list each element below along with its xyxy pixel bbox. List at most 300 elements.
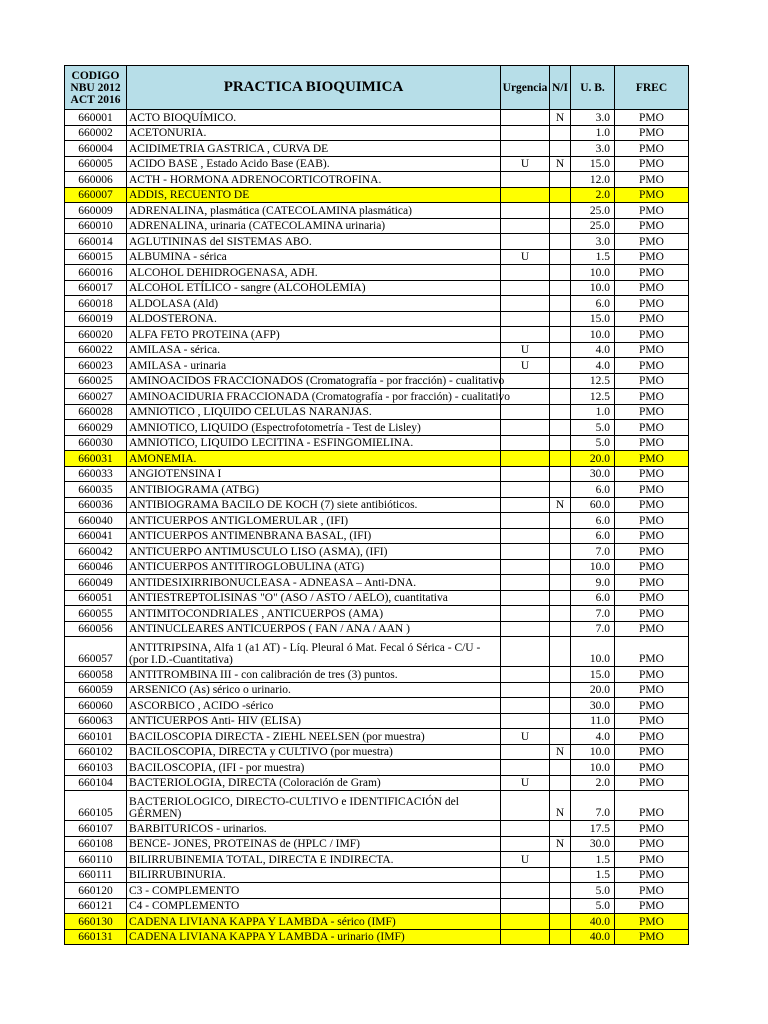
header-title: PRACTICA BIOQUIMICA xyxy=(127,66,501,110)
table-row xyxy=(65,466,689,482)
cell-description: BACTERIOLOGICO, DIRECTO-CULTIVO e IDENTIFICACIÓN del GÉRMEN) xyxy=(127,791,501,821)
cell-ub: 25.0 xyxy=(571,203,615,219)
cell-code: 660051 xyxy=(65,590,127,606)
cell-ub: 1.5 xyxy=(571,852,615,868)
cell-ni xyxy=(550,575,571,591)
cell-description: ALCOHOL DEHIDROGENASA, ADH. xyxy=(127,265,501,281)
table-row xyxy=(65,420,689,436)
cell-urgencia xyxy=(501,883,550,899)
cell-ni: N xyxy=(550,836,571,852)
cell-ub: 9.0 xyxy=(571,575,615,591)
cell-code: 660040 xyxy=(65,513,127,529)
cell-code: 660018 xyxy=(65,296,127,312)
cell-ni xyxy=(550,914,571,930)
cell-description: ADRENALINA, urinaria (CATECOLAMINA urinaria) xyxy=(127,218,501,234)
cell-urgencia xyxy=(501,373,550,389)
table-row xyxy=(65,898,689,914)
cell-code: 660027 xyxy=(65,389,127,405)
cell-description: BENCE- JONES, PROTEINAS de (HPLC / IMF) xyxy=(127,836,501,852)
cell-code: 660110 xyxy=(65,852,127,868)
cell-ub: 6.0 xyxy=(571,482,615,498)
cell-ub: 11.0 xyxy=(571,713,615,729)
cell-ub: 10.0 xyxy=(571,637,615,667)
cell-description: ACETONURIA. xyxy=(127,125,501,141)
cell-urgencia: U xyxy=(501,852,550,868)
table-row xyxy=(65,482,689,498)
cell-description: ANTIBIOGRAMA BACILO DE KOCH (7) siete antibióticos. xyxy=(127,497,501,513)
cell-code: 660059 xyxy=(65,682,127,698)
cell-ub: 6.0 xyxy=(571,590,615,606)
cell-description: BILIRRUBINEMIA TOTAL, DIRECTA E INDIRECTA. xyxy=(127,852,501,868)
cell-code: 660108 xyxy=(65,836,127,852)
cell-ni xyxy=(550,606,571,622)
cell-ni xyxy=(550,590,571,606)
cell-ub: 10.0 xyxy=(571,327,615,343)
cell-description: ANTIDESIXIRRIBONUCLEASA - ADNEASA – Anti-DNA. xyxy=(127,575,501,591)
table-row xyxy=(65,249,689,265)
table-row xyxy=(65,125,689,141)
header-code-line1: CODIGO xyxy=(71,69,120,82)
table-row xyxy=(65,667,689,683)
table-row xyxy=(65,172,689,188)
price-table-sheet xyxy=(64,65,689,945)
cell-description: AMINOACIDOS FRACCIONADOS (Cromatografía - por fracción) - cualitativo xyxy=(127,373,501,389)
cell-urgencia xyxy=(501,698,550,714)
table-row xyxy=(65,791,689,821)
cell-urgencia xyxy=(501,187,550,203)
cell-ni xyxy=(550,821,571,837)
cell-code: 660131 xyxy=(65,929,127,945)
cell-frec: PMO xyxy=(615,775,689,791)
cell-frec: PMO xyxy=(615,110,689,126)
table-row xyxy=(65,575,689,591)
cell-description: ARSENICO (As) sérico o urinario. xyxy=(127,682,501,698)
cell-frec: PMO xyxy=(615,791,689,821)
cell-ub: 30.0 xyxy=(571,836,615,852)
cell-ni xyxy=(550,898,571,914)
cell-urgencia xyxy=(501,544,550,560)
table-row xyxy=(65,621,689,637)
header-frec: FREC xyxy=(615,66,689,110)
cell-ub: 3.0 xyxy=(571,234,615,250)
cell-urgencia xyxy=(501,280,550,296)
header-urgencia: Urgencia xyxy=(501,66,550,110)
cell-frec: PMO xyxy=(615,590,689,606)
cell-ni: N xyxy=(550,791,571,821)
cell-urgencia xyxy=(501,172,550,188)
cell-frec: PMO xyxy=(615,172,689,188)
cell-description: AGLUTININAS del SISTEMAS ABO. xyxy=(127,234,501,250)
cell-ub: 30.0 xyxy=(571,466,615,482)
cell-ni xyxy=(550,667,571,683)
cell-frec: PMO xyxy=(615,698,689,714)
cell-ub: 7.0 xyxy=(571,544,615,560)
table-row xyxy=(65,883,689,899)
cell-ni xyxy=(550,466,571,482)
cell-ub: 5.0 xyxy=(571,883,615,899)
cell-ni: N xyxy=(550,156,571,172)
cell-description: ACTO BIOQUÍMICO. xyxy=(127,110,501,126)
cell-ni xyxy=(550,311,571,327)
cell-frec: PMO xyxy=(615,682,689,698)
cell-description: AMNIOTICO, LIQUIDO (Espectrofotometría - Test de Lisley) xyxy=(127,420,501,436)
cell-ni xyxy=(550,203,571,219)
table-row xyxy=(65,775,689,791)
table-row xyxy=(65,373,689,389)
table-row xyxy=(65,606,689,622)
cell-frec: PMO xyxy=(615,852,689,868)
cell-ni xyxy=(550,482,571,498)
cell-code: 660017 xyxy=(65,280,127,296)
cell-ni: N xyxy=(550,744,571,760)
cell-frec: PMO xyxy=(615,218,689,234)
cell-urgencia xyxy=(501,744,550,760)
cell-ub: 1.0 xyxy=(571,404,615,420)
cell-ni xyxy=(550,373,571,389)
cell-description: BACILOSCOPIA DIRECTA - ZIEHL NEELSEN (por muestra) xyxy=(127,729,501,745)
cell-ni xyxy=(550,389,571,405)
table-row xyxy=(65,342,689,358)
cell-frec: PMO xyxy=(615,528,689,544)
cell-frec: PMO xyxy=(615,544,689,560)
cell-ub: 12.5 xyxy=(571,389,615,405)
cell-code: 660063 xyxy=(65,713,127,729)
cell-description: ALDOLASA (Ald) xyxy=(127,296,501,312)
cell-urgencia xyxy=(501,836,550,852)
cell-urgencia xyxy=(501,590,550,606)
cell-ub: 60.0 xyxy=(571,497,615,513)
cell-frec: PMO xyxy=(615,249,689,265)
cell-code: 660111 xyxy=(65,867,127,883)
cell-code: 660015 xyxy=(65,249,127,265)
cell-code: 660031 xyxy=(65,451,127,467)
cell-urgencia xyxy=(501,482,550,498)
cell-ub: 15.0 xyxy=(571,156,615,172)
cell-ni xyxy=(550,637,571,667)
cell-code: 660020 xyxy=(65,327,127,343)
cell-ub: 1.0 xyxy=(571,125,615,141)
cell-code: 660007 xyxy=(65,187,127,203)
cell-frec: PMO xyxy=(615,575,689,591)
cell-urgencia xyxy=(501,435,550,451)
table-row xyxy=(65,821,689,837)
cell-frec: PMO xyxy=(615,836,689,852)
table-row xyxy=(65,729,689,745)
cell-ub: 3.0 xyxy=(571,110,615,126)
cell-code: 660130 xyxy=(65,914,127,930)
cell-ni xyxy=(550,265,571,281)
table-row xyxy=(65,559,689,575)
cell-urgencia: U xyxy=(501,156,550,172)
cell-urgencia xyxy=(501,621,550,637)
table-row xyxy=(65,234,689,250)
cell-frec: PMO xyxy=(615,559,689,575)
cell-frec: PMO xyxy=(615,234,689,250)
table-row xyxy=(65,358,689,374)
cell-frec: PMO xyxy=(615,373,689,389)
cell-urgencia xyxy=(501,898,550,914)
cell-ni xyxy=(550,327,571,343)
cell-description: ANTIBIOGRAMA (ATBG) xyxy=(127,482,501,498)
table-header-row xyxy=(65,66,689,110)
cell-ub: 10.0 xyxy=(571,744,615,760)
cell-ni: N xyxy=(550,110,571,126)
table-row xyxy=(65,682,689,698)
cell-description: ADDIS, RECUENTO DE xyxy=(127,187,501,203)
cell-ni xyxy=(550,528,571,544)
cell-ub: 5.0 xyxy=(571,898,615,914)
cell-urgencia xyxy=(501,667,550,683)
cell-ni xyxy=(550,342,571,358)
cell-ub: 7.0 xyxy=(571,606,615,622)
cell-ni xyxy=(550,420,571,436)
table-row xyxy=(65,852,689,868)
cell-description: BACILOSCOPIA, DIRECTA y CULTIVO (por muestra) xyxy=(127,744,501,760)
table-row xyxy=(65,327,689,343)
cell-urgencia xyxy=(501,466,550,482)
table-row xyxy=(65,590,689,606)
cell-code: 660058 xyxy=(65,667,127,683)
cell-ni xyxy=(550,852,571,868)
cell-description: AMILASA - urinaria xyxy=(127,358,501,374)
table-row xyxy=(65,544,689,560)
cell-ub: 40.0 xyxy=(571,914,615,930)
cell-ub: 40.0 xyxy=(571,929,615,945)
cell-urgencia xyxy=(501,606,550,622)
cell-code: 660041 xyxy=(65,528,127,544)
cell-frec: PMO xyxy=(615,141,689,157)
cell-frec: PMO xyxy=(615,296,689,312)
table-row xyxy=(65,296,689,312)
cell-ni xyxy=(550,698,571,714)
cell-frec: PMO xyxy=(615,280,689,296)
cell-code: 660107 xyxy=(65,821,127,837)
practice-table xyxy=(64,65,689,945)
cell-urgencia xyxy=(501,125,550,141)
cell-code: 660030 xyxy=(65,435,127,451)
table-row xyxy=(65,528,689,544)
cell-urgencia xyxy=(501,637,550,667)
cell-ub: 15.0 xyxy=(571,311,615,327)
cell-ub: 3.0 xyxy=(571,141,615,157)
cell-ni xyxy=(550,544,571,560)
cell-urgencia xyxy=(501,791,550,821)
cell-ni xyxy=(550,682,571,698)
cell-ni xyxy=(550,125,571,141)
cell-description: BACILOSCOPIA, (IFI - por muestra) xyxy=(127,760,501,776)
cell-code: 660019 xyxy=(65,311,127,327)
cell-code: 660049 xyxy=(65,575,127,591)
cell-ni xyxy=(550,404,571,420)
cell-ub: 20.0 xyxy=(571,451,615,467)
cell-description: AMNIOTICO , LIQUIDO CELULAS NARANJAS. xyxy=(127,404,501,420)
cell-urgencia: U xyxy=(501,342,550,358)
cell-ni xyxy=(550,883,571,899)
cell-ub: 2.0 xyxy=(571,775,615,791)
cell-frec: PMO xyxy=(615,420,689,436)
cell-urgencia xyxy=(501,575,550,591)
cell-frec: PMO xyxy=(615,637,689,667)
cell-ni xyxy=(550,559,571,575)
cell-description: BARBITURICOS - urinarios. xyxy=(127,821,501,837)
cell-code: 660055 xyxy=(65,606,127,622)
cell-urgencia xyxy=(501,218,550,234)
cell-urgencia xyxy=(501,327,550,343)
cell-ub: 6.0 xyxy=(571,296,615,312)
cell-ni xyxy=(550,621,571,637)
table-row xyxy=(65,513,689,529)
cell-description: BACTERIOLOGIA, DIRECTA (Coloración de Gram) xyxy=(127,775,501,791)
cell-frec: PMO xyxy=(615,821,689,837)
cell-description: ASCORBICO , ACIDO -sérico xyxy=(127,698,501,714)
table-row xyxy=(65,280,689,296)
cell-frec: PMO xyxy=(615,667,689,683)
cell-ni xyxy=(550,867,571,883)
cell-code: 660046 xyxy=(65,559,127,575)
cell-ub: 4.0 xyxy=(571,342,615,358)
cell-frec: PMO xyxy=(615,898,689,914)
cell-urgencia xyxy=(501,311,550,327)
table-row xyxy=(65,836,689,852)
cell-ub: 20.0 xyxy=(571,682,615,698)
cell-code: 660016 xyxy=(65,265,127,281)
cell-description: ANTIMITOCONDRIALES , ANTICUERPOS (AMA) xyxy=(127,606,501,622)
table-row xyxy=(65,914,689,930)
cell-ni xyxy=(550,358,571,374)
table-row xyxy=(65,265,689,281)
cell-urgencia xyxy=(501,296,550,312)
cell-frec: PMO xyxy=(615,606,689,622)
cell-description: CADENA LIVIANA KAPPA Y LAMBDA - sérico (IMF) xyxy=(127,914,501,930)
header-code-line3: ACT 2016 xyxy=(70,93,121,106)
cell-urgencia xyxy=(501,528,550,544)
cell-urgencia xyxy=(501,451,550,467)
cell-frec: PMO xyxy=(615,265,689,281)
cell-code: 660022 xyxy=(65,342,127,358)
cell-urgencia xyxy=(501,713,550,729)
cell-code: 660005 xyxy=(65,156,127,172)
cell-urgencia xyxy=(501,110,550,126)
cell-urgencia xyxy=(501,559,550,575)
cell-urgencia xyxy=(501,867,550,883)
cell-frec: PMO xyxy=(615,327,689,343)
cell-ub: 6.0 xyxy=(571,528,615,544)
cell-description: AMINOACIDURIA FRACCIONADA (Cromatografía - por fracción) - cualitativo xyxy=(127,389,501,405)
cell-code: 660029 xyxy=(65,420,127,436)
cell-code: 660104 xyxy=(65,775,127,791)
cell-frec: PMO xyxy=(615,883,689,899)
table-body xyxy=(65,110,689,945)
cell-code: 660036 xyxy=(65,497,127,513)
table-row xyxy=(65,435,689,451)
cell-code: 660105 xyxy=(65,791,127,821)
cell-ub: 6.0 xyxy=(571,513,615,529)
cell-urgencia xyxy=(501,760,550,776)
cell-urgencia xyxy=(501,497,550,513)
cell-description: ANTICUERPOS ANTITIROGLOBULINA (ATG) xyxy=(127,559,501,575)
cell-code: 660002 xyxy=(65,125,127,141)
table-row xyxy=(65,110,689,126)
cell-code: 660056 xyxy=(65,621,127,637)
cell-frec: PMO xyxy=(615,404,689,420)
cell-urgencia: U xyxy=(501,729,550,745)
cell-ni xyxy=(550,775,571,791)
table-row xyxy=(65,218,689,234)
cell-ni xyxy=(550,760,571,776)
cell-description: ANTINUCLEARES ANTICUERPOS ( FAN / ANA / AAN ) xyxy=(127,621,501,637)
cell-ni xyxy=(550,513,571,529)
table-row xyxy=(65,744,689,760)
cell-code: 660102 xyxy=(65,744,127,760)
cell-description: AMILASA - sérica. xyxy=(127,342,501,358)
cell-ub: 7.0 xyxy=(571,791,615,821)
cell-ni xyxy=(550,218,571,234)
cell-frec: PMO xyxy=(615,156,689,172)
cell-ni xyxy=(550,435,571,451)
header-code-line2: NBU 2012 xyxy=(70,81,121,94)
cell-description: ALFA FETO PROTEINA (AFP) xyxy=(127,327,501,343)
cell-description: ANTIESTREPTOLISINAS "O" (ASO / ASTO / AELO), cuantitativa xyxy=(127,590,501,606)
cell-description: ADRENALINA, plasmática (CATECOLAMINA plasmática) xyxy=(127,203,501,219)
cell-description: ACTH - HORMONA ADRENOCORTICOTROFINA. xyxy=(127,172,501,188)
cell-code: 660103 xyxy=(65,760,127,776)
cell-ni xyxy=(550,296,571,312)
cell-code: 660042 xyxy=(65,544,127,560)
cell-frec: PMO xyxy=(615,513,689,529)
cell-urgencia xyxy=(501,929,550,945)
cell-ub: 10.0 xyxy=(571,280,615,296)
cell-urgencia xyxy=(501,682,550,698)
cell-ub: 5.0 xyxy=(571,435,615,451)
cell-code: 660033 xyxy=(65,466,127,482)
cell-code: 660101 xyxy=(65,729,127,745)
cell-frec: PMO xyxy=(615,187,689,203)
cell-urgencia xyxy=(501,203,550,219)
table-row xyxy=(65,637,689,667)
cell-frec: PMO xyxy=(615,342,689,358)
cell-ub: 10.0 xyxy=(571,559,615,575)
cell-frec: PMO xyxy=(615,451,689,467)
cell-frec: PMO xyxy=(615,358,689,374)
cell-code: 660001 xyxy=(65,110,127,126)
cell-description: ALBUMINA - sérica xyxy=(127,249,501,265)
cell-ni xyxy=(550,141,571,157)
cell-code: 660023 xyxy=(65,358,127,374)
cell-frec: PMO xyxy=(615,435,689,451)
cell-code: 660004 xyxy=(65,141,127,157)
cell-code: 660010 xyxy=(65,218,127,234)
cell-code: 660120 xyxy=(65,883,127,899)
header-code xyxy=(65,66,127,110)
cell-ub: 15.0 xyxy=(571,667,615,683)
table-row xyxy=(65,389,689,405)
cell-code: 660006 xyxy=(65,172,127,188)
cell-ub: 1.5 xyxy=(571,867,615,883)
cell-code: 660009 xyxy=(65,203,127,219)
header-ub: U. B. xyxy=(571,66,615,110)
cell-frec: PMO xyxy=(615,867,689,883)
cell-urgencia xyxy=(501,821,550,837)
cell-description: ANTITRIPSINA, Alfa 1 (a1 AT) - Líq. Pleural ó Mat. Fecal ó Sérica - C/U - (por I.D.-Cuantitativa) xyxy=(127,637,501,667)
cell-ub: 4.0 xyxy=(571,358,615,374)
cell-description: ANTITROMBINA III - con calibración de tres (3) puntos. xyxy=(127,667,501,683)
cell-urgencia xyxy=(501,141,550,157)
cell-ni: N xyxy=(550,497,571,513)
cell-ni xyxy=(550,187,571,203)
cell-description: AMONEMIA. xyxy=(127,451,501,467)
cell-description: CADENA LIVIANA KAPPA Y LAMBDA - urinario (IMF) xyxy=(127,929,501,945)
cell-code: 660035 xyxy=(65,482,127,498)
